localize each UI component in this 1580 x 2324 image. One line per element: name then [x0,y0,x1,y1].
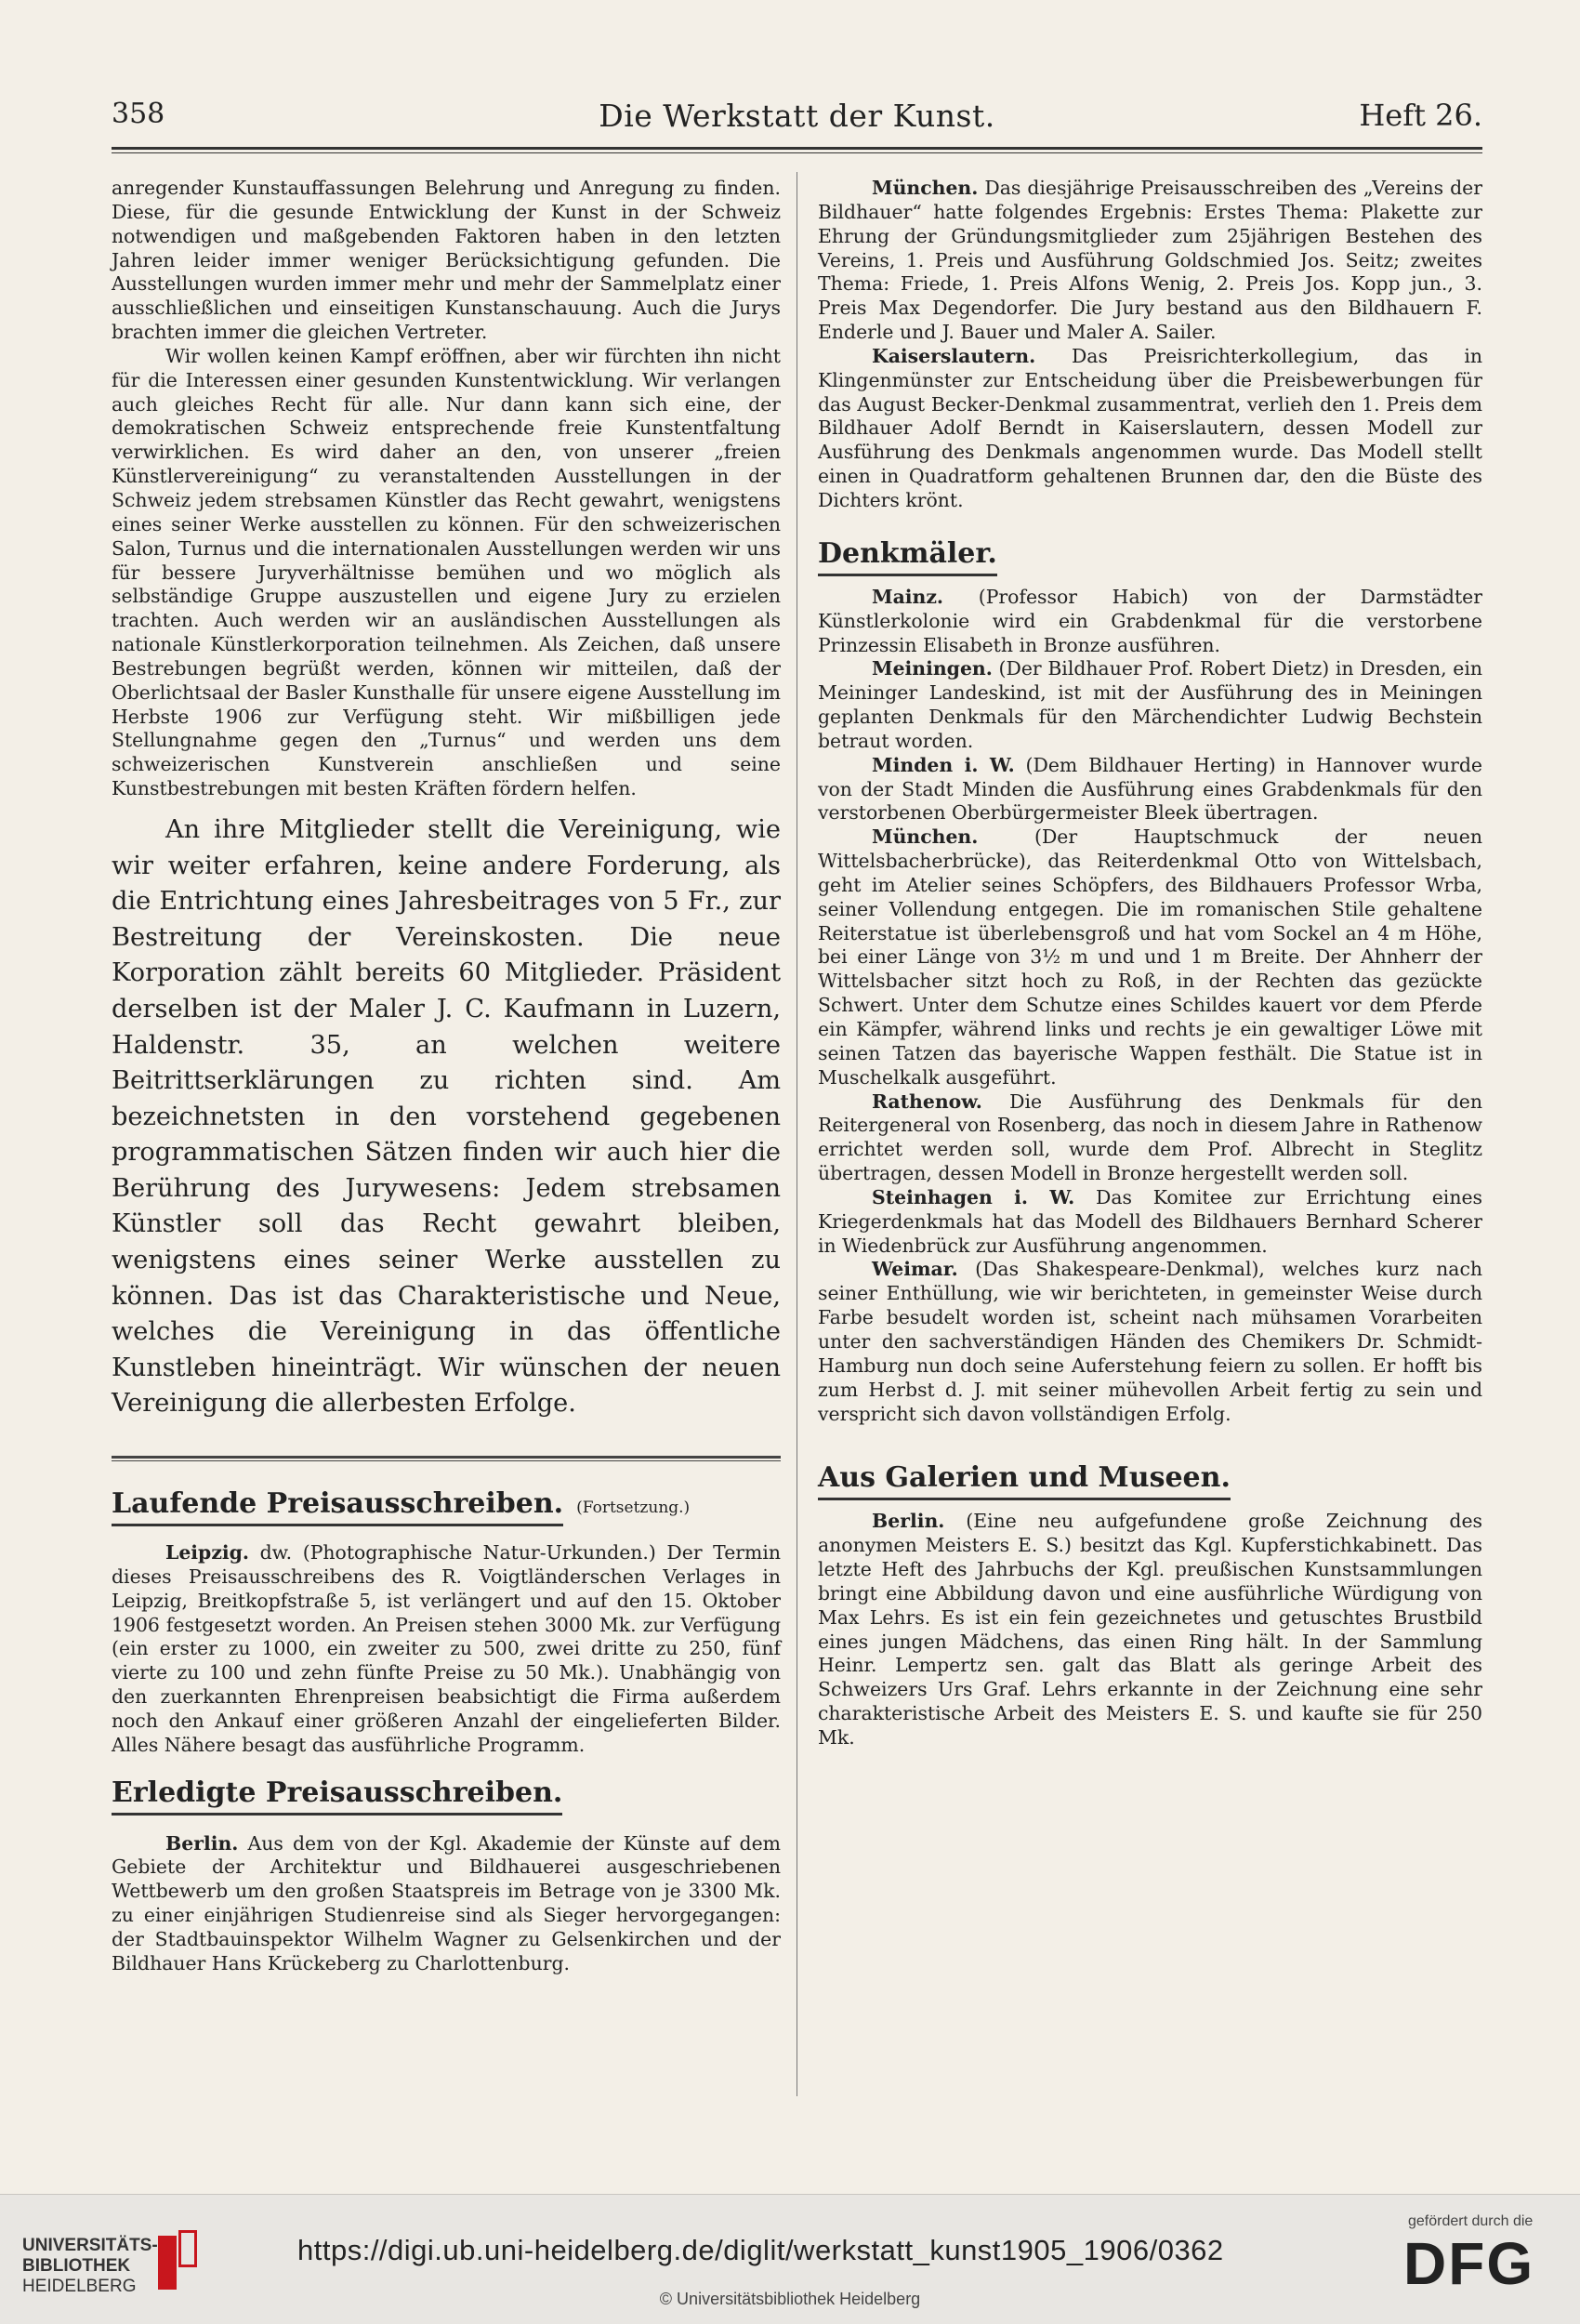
section-heading [112,1486,781,1526]
item-text: (Der Hauptschmuck der neuen Wittelsbacherbrücke), das Reiterdenkmal Otto von Wittelsbach, geht im Atelier seines Schöpfers, des Bildhauers Professor Wrba, seiner Vollendung entgegen. Die im romanischen Stile gehaltene Reiterstatue ist überlebensgroß und hat vom Sockel an 4 m Höhe, bei einer Länge von 3½ m und und 1 m Breite. Der Ahnherr der Wittelsbacher sitzt hoch zu Roß, in der Rechten das gezückte Schwert. Unter dem Schutze eines Schildes kauert vor dem Pferde ein Kämpfer, während links und rechts je ein gewaltiger Löwe mit seinen Tatzen das bayerische Wappen festhält. Die Statue ist in Muschelkalk ausgeführt. [818,825,1482,1089]
heading-erledigte: Erledigte Preisausschreiben. [112,1776,562,1816]
news-item [818,657,1482,753]
news-item [818,825,1482,1089]
viewer-footer [0,2194,1580,2324]
right-column [818,177,1482,1750]
paragraph: Wir wollen keinen Kampf eröffnen, aber wir fürchten ihn nicht für die Interessen einer gesunden Kunstentwicklung. Wir verlangen auch gleiches Recht für alle. Nur dann kann sich eine, der demokratischen Schweiz entsprechende freie Kunstentfaltung verwirklichen. Es wird daher an den, von unserer „freien Künstlervereinigung“ zu veranstaltenden Ausstellungen in der Schweiz jedem strebsamen Künstler das Recht gewahrt, wenigstens eines seiner Werke ausstellen zu können. Für den schweizerischen Salon, Turnus und die internationalen Ausstellungen werden wir uns für bessere Juryverhältnisse bemühen und wo möglich als selbständige Gruppe auszustellen und eigene Jury zu erzielen trachten. Auch werden wir an ausländischen Ausstellungen als nationale Künstlerkorporation teilnehmen. Als Zeichen, daß unsere Bestrebungen begrüßt werden, können wir mitteilen, daß der Oberlichtsaal der Basler Kunsthalle für unsere eigene Ausstellung im Herbste 1906 zur Verfügung steht. Wir mißbilligen jede Stellungnahme gegen den „Turnus“ und werden uns dem schweizerischen Kunstverein anschließen und seine Kunstbestrebungen mit besten Kräften fördern helfen. [112,344,781,800]
item-text: (Der Bildhauer Prof. Robert Dietz) in Dresden, ein Meininger Landeskind, ist mit der Ausführung des in Meiningen geplanten Denkmals für den Märchendichter Ludwig Bechstein betraut worden. [818,657,1483,752]
page-number: 358 [112,98,165,130]
section-heading [818,1459,1482,1497]
paragraph-large: An ihre Mitglieder stellt die Vereinigung, wie wir weiter erfahren, keine andere Forderung, als die Entrichtung eines Jahresbeitrages von 5 Fr., zur Bestreitung der Vereinskosten. Die neue Korporation zählt bereits 60 Mitglieder. Präsident derselben ist der Maler J. C. Kaufmann in Luzern, Haldenstr. 35, an welchen weitere Beitrittserklärungen zu richten sind. Am bezeichnetsten in den vorstehend gegebenen programmatischen Sätzen finden wir auch hier die Berührung des Jurywesens: Jedem strebsamen Künstler soll das Recht gewahrt bleiben, wenigstens eines seiner Werke ausstellen zu können. Das ist das Charakteristische und Neue, welches die Vereinigung in das öffentliche Kunstleben hineinträgt. Wir wünschen der neuen Vereinigung die allerbesten Erfolge. [112,814,781,1419]
library-name-line: HEIDELBERG [22,2277,137,2296]
item-lead: Leipzig. [165,1541,249,1565]
news-item [112,1832,781,1976]
permalink-url[interactable]: https://digi.ub.uni-heidelberg.de/diglit/werkstatt_kunst1905_1906/0362 [297,2234,1224,2266]
library-name-line: UNIVERSITÄTS- [22,2236,158,2255]
item-lead: Berlin. [165,1831,239,1855]
library-name [22,2236,158,2297]
left-column [112,177,781,1976]
item-lead: München. [872,177,979,199]
item-lead: Minden i. W. [872,753,1015,776]
header-rule [112,147,1482,153]
running-header [112,100,1482,147]
paragraph: anregender Kunstauffassungen Belehrung und Anregung zu finden. Diese, für die gesunde Entwicklung der Kunst in der Schweiz notwendigen und maßgebenden Faktoren haben in den letzten Jahren leider immer weniger Berücksichtigung gefunden. Die Ausstellungen wurden immer mehr und mehr der Sammelplatz einer ausschließlichen und einseitigen Kunstanschauung. Auch die Jurys brachten immer die gleichen Vertreter. [112,177,781,344]
item-text: (Das Shakespeare-Denkmal), welches kurz nach seiner Enthüllung, wie wir berichteten, in gemeinster Weise durch Farbe besudelt worden ist, scheint nach mühsamen Vorarbeiten unter den sachverständigen Händen des Chemikers Dr. Schmidt-Hamburg nun doch seine Auferstehung feiern zu sollen. Er hofft bis zum Herbst d. J. mit seiner mühevollen Arbeit fertig zu sein und verspricht sich davon vollständigen Erfolg. [818,1258,1482,1425]
copyright-notice: © Universitätsbibliothek Heidelberg [659,2290,921,2308]
journal-title: Die Werkstatt der Kunst. [599,98,995,134]
library-logo-icon [158,2230,197,2290]
item-lead: Berlin. [872,1510,945,1533]
news-item [818,1186,1482,1259]
library-name-line: BIBLIOTHEK [22,2256,131,2276]
item-text: Das Komitee zur Errichtung eines Kriegerdenkmals hat das Modell des Bildhauers Bernhard Scherer in Wiedenbrück zur Ausführung angenommen. [818,1185,1482,1257]
item-text: (Eine neu aufgefundene große Zeichnung des anonymen Meisters E. S.) besitzt das Kgl. Kupferstichkabinett. Das letzte Heft des Jahrbuchs der Kgl. preußischen Kunstsammlungen bringt eine Abbildung davon und eine ausführliche Würdigung von Max Lehrs. Es ist ein fein gezeichnetes und getuschtes Brustbild eines jungen Mädchens, das einen Ring hält. In der Sammlung Heinr. Lempertz sen. galt das Blatt als geringe Arbeit des Schweizers Urs Graf. Lehrs erkannte in der Zeichnung eine sehr charakteristische Arbeit des Meisters E. S. und kaufte sie für 250 Mk. [818,1510,1482,1749]
item-text: (Dem Bildhauer Herting) in Hannover wurde von der Stadt Minden die Ausführung eines Grabdenkmals für den verstorbenen Oberbürgermeister Bleek übertragen. [818,753,1483,825]
item-text: Die Ausführung des Denkmals für den Reitergeneral von Rosenberg, das noch in diesem Jahre in Rathenow errichtet werden soll, wurde dem Prof. Albrecht in Steglitz übertragen, dessen Modell in Bronze hergestellt werden soll. [818,1089,1482,1185]
item-lead: Mainz. [872,585,944,608]
item-lead: Kaiserslautern. [872,344,1036,367]
news-item [818,177,1482,345]
section-rule [112,1456,781,1461]
item-text: Das Preisrichterkollegium, das in Klingenmünster zur Entscheidung über die Preisbewerbungen für das August Becker-Denkmal zusammentrat, verlieh den 1. Preis dem Bildhauer Adolf Berndt in Kaiserslautern, dessen Modell zur Ausführung des Denkmals angenommen wurde. Das Modell stellt einen in Quadratform gehaltenen Brunnen dar, den die Büste des Dichters krönt. [818,344,1483,511]
item-lead: München. [872,825,979,849]
news-item [818,1510,1482,1750]
item-lead: Rathenow. [872,1089,982,1113]
news-item [818,1258,1482,1426]
news-item [818,586,1482,658]
heading-note: (Fortsetzung.) [576,1499,691,1518]
item-text: (Professor Habich) von der Darmstädter Künstlerkolonie wird ein Grabdenkmal für die verstorbene Prinzessin Elisabeth in Bronze ausführen. [818,585,1482,656]
item-text: Aus dem von der Kgl. Akademie der Künste auf dem Gebiete der Architektur und Bildhauerei ausgeschriebenen Wettbewerb um den großen Staatspreis im Betrage von je 3300 Mk. zu einer einjährigen Studienreise sind als Sieger hervorgegangen: der Stadtbauinspektor Wilhelm Wagner zu Gelsenkirchen und der Bildhauer Hans Krückeberg zu Charlottenburg. [112,1831,781,1974]
issue-number: Heft 26. [1359,98,1482,133]
item-lead: Weimar. [872,1258,958,1281]
section-heading [818,535,1482,573]
news-item [818,754,1482,826]
item-lead: Meiningen. [872,657,993,680]
heading-denkmaeler: Denkmäler. [818,537,997,576]
funding-note: gefördert durch die [1408,2213,1534,2229]
item-text: Das diesjährige Preisausschreiben des „Vereins der Bildhauer“ hatte folgendes Ergebnis: Erstes Thema: Plakette zur Ehrung der Gründungsmitglieder zum 25jährigen Bestehen des Vereins, 1. Preis und Ausführung Goldschmied Jos. Seitz; zweites Thema: Friede, 1. Preis Alfons Wenig, 2. Preis Jos. Kopp jun., 3. Preis Max Degendorfer. Die Jury bestand aus den Bildhauern F. Enderle und J. Bauer und Maler A. Sailer. [818,177,1482,344]
section-heading [112,1775,781,1812]
item-lead: Steinhagen i. W. [872,1185,1075,1208]
news-item [112,1541,781,1758]
dfg-logo: DFG [1403,2230,1535,2297]
news-item [818,1090,1482,1186]
heading-laufende: Laufende Preisausschreiben. [112,1487,563,1526]
heading-galerien: Aus Galerien und Museen. [818,1461,1231,1500]
item-text: dw. (Photographische Natur-Urkunden.) Der Termin dieses Preisausschreibens des R. Voigtländerschen Verlages in Leipzig, Breitkopfstraße 5, ist verlängert und auf den 15. Oktober 1906 festgesetzt worden. An Preisen stehen 3000 Mk. zur Verfügung (ein erster zu 1000, ein zweiter zu 500, zwei dritte zu 250, fünf vierte zu 100 und zehn fünfte Preise zu 50 Mk.). Unabhängig von den zuerkannten Ehrenpreisen beabsichtigt die Firma außerdem noch den Ankauf einer größeren Anzahl der eingelieferten Bilder. Alles Nähere besagt das ausführliche Programm. [112,1541,782,1756]
news-item [818,345,1482,513]
